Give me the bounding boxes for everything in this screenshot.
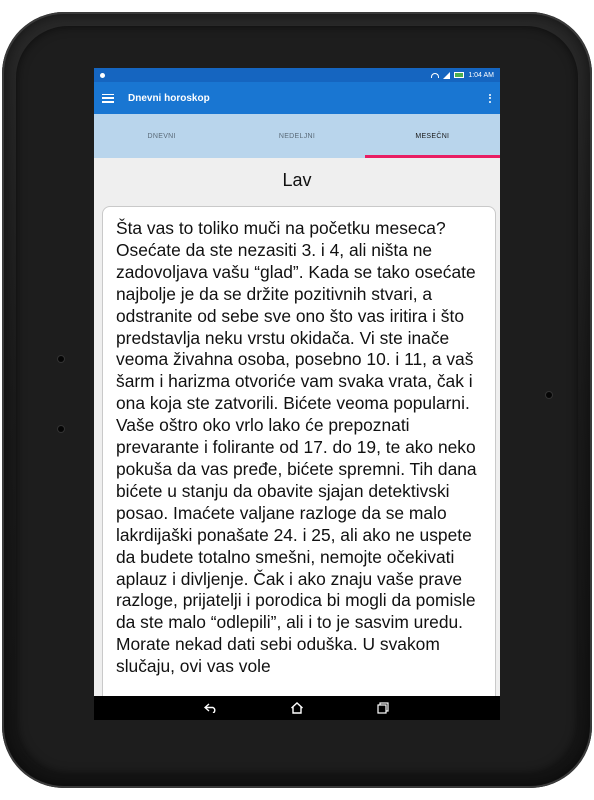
home-icon[interactable]	[289, 702, 305, 714]
hamburger-menu-icon[interactable]	[102, 94, 114, 103]
signal-icon	[443, 72, 450, 79]
app-bar	[94, 82, 500, 114]
tab-nedeljni[interactable]: NEDELJNI	[278, 132, 316, 140]
status-bar	[94, 68, 500, 82]
status-right	[431, 72, 494, 79]
app-title: Dnevni horoskop	[128, 92, 210, 104]
camera-dot	[546, 392, 552, 398]
status-time: 1:04 AM	[468, 71, 494, 79]
tab-dnevni[interactable]: DNEVNI	[147, 132, 176, 140]
app-screen	[94, 68, 500, 720]
sensor-dot	[58, 356, 64, 362]
sensor-dot	[58, 426, 64, 432]
battery-icon	[454, 72, 464, 78]
more-vert-icon[interactable]	[489, 94, 492, 103]
tab-bar	[94, 114, 500, 158]
back-icon[interactable]	[203, 702, 219, 714]
system-nav-bar	[94, 696, 500, 720]
location-pin-icon	[100, 73, 105, 78]
horoscope-card[interactable]	[102, 206, 496, 720]
recents-icon[interactable]	[375, 702, 391, 714]
sign-heading: Lav	[282, 169, 312, 190]
tab-mesecni[interactable]: MESEČNI	[365, 114, 500, 158]
horoscope-text: Šta vas to toliko muči na početku meseca? Osećate da ste nezasiti 3. i 4, ali ništa ne zadovoljava vašu “glad”. Kada se tako osećate najbolje je da se držite pozitivnih stvari, a odstranite od sebe sve ono što vas iritira i što predstavlja neku vrstu okidača. Vi ste inače veoma živahna osoba, posebno 10. i 11, a vaš šarm i harizma otvoriće vam svaka vrata, čak i ona koja ste zatvorili. Bićete veoma popularni. Vaše oštro oko vrlo lako će prepoznati prevarante i folirante od 17. do 19, te ako neko pokuša da vas pređe, bićete spremni. Tih dana bićete u stanju da obavite sjajan detektivski posao. Imaćete valjane razloge da se malo lakrdijaški ponašate 24. i 25, ali ako ne uspete da budete totalno smešni, nemojte očekivati aplauz i divljenje. Čak i ako znaju vaše prave razloge, prijatelji i porodica bi mogli da pomisle da ste malo “odlepili”, ali i to je sasvim uredu. Morate nekad dati sebi oduška. U svakom slučaju, ovi vas vole	[116, 218, 477, 677]
wifi-icon	[431, 73, 439, 78]
